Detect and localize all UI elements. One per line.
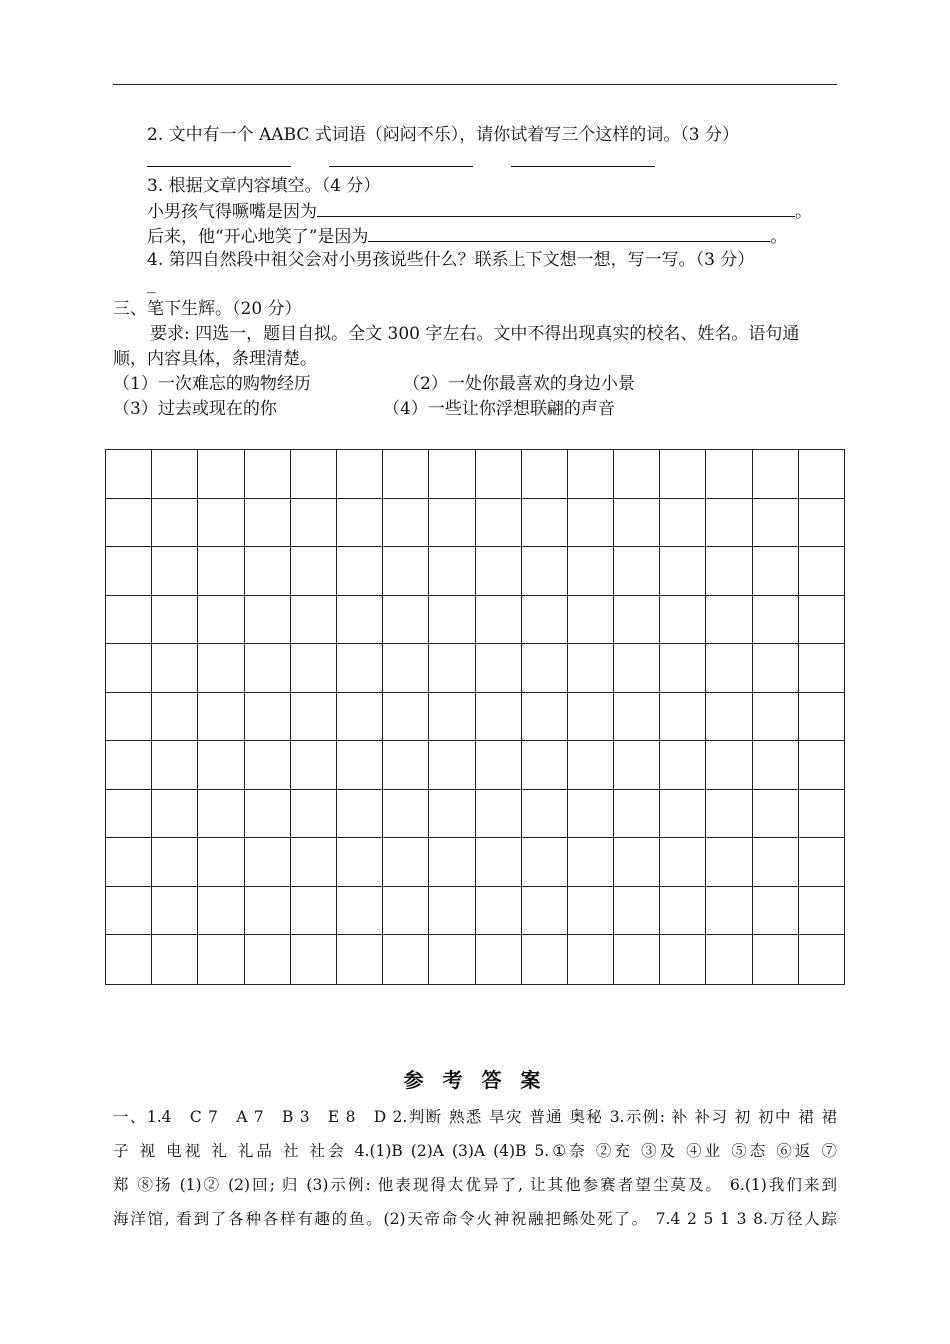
grid-cell[interactable] xyxy=(106,887,152,936)
grid-cell[interactable] xyxy=(799,741,844,790)
grid-cell[interactable] xyxy=(614,547,660,596)
grid-cell[interactable] xyxy=(337,596,383,645)
grid-cell[interactable] xyxy=(337,450,383,499)
question-3-fill-1 xyxy=(147,200,812,223)
option-4: （4）一些让你浮想联翩的声音 xyxy=(383,399,615,419)
grid-cell[interactable] xyxy=(245,935,291,984)
grid-cell[interactable] xyxy=(614,790,660,839)
grid-cell[interactable] xyxy=(383,693,429,742)
grid-cell[interactable] xyxy=(522,838,568,887)
grid-cell[interactable] xyxy=(706,450,752,499)
answers-line-1: 一、1.4 C 7 A 7 B 3 E 8 D 2.判断 熟悉 旱灾 普通 奥秘 3.示例: 补 补习 初 初中 裙 裙 xyxy=(113,1108,837,1126)
grid-cell[interactable] xyxy=(568,547,614,596)
grid-cell[interactable] xyxy=(106,547,152,596)
grid-cell[interactable] xyxy=(476,450,522,499)
grid-cell[interactable] xyxy=(383,644,429,693)
grid-cell[interactable] xyxy=(291,887,337,936)
grid-row xyxy=(106,693,844,742)
question-4: 4. 第四自然段中祖父会对小男孩说些什么？联系上下文想一想，写一写。（3 分） xyxy=(147,250,755,270)
grid-cell[interactable] xyxy=(660,499,706,548)
section-3-heading: 三、笔下生辉。（20 分） xyxy=(113,299,302,319)
grid-cell[interactable] xyxy=(476,741,522,790)
grid-cell[interactable] xyxy=(106,596,152,645)
grid-cell[interactable] xyxy=(291,450,337,499)
grid-cell[interactable] xyxy=(476,596,522,645)
grid-cell[interactable] xyxy=(753,790,799,839)
grid-cell[interactable] xyxy=(106,741,152,790)
requirement-line-1: 要求: 四选一，题目自拟。全文 300 字左右。文中不得出现真实的校名、姓名。语句通 xyxy=(150,324,800,344)
grid-cell[interactable] xyxy=(660,547,706,596)
grid-cell[interactable] xyxy=(152,741,198,790)
grid-cell[interactable] xyxy=(476,644,522,693)
grid-cell[interactable] xyxy=(476,547,522,596)
grid-cell[interactable] xyxy=(198,790,244,839)
answer-blank-1[interactable] xyxy=(147,166,291,167)
grid-row xyxy=(106,499,844,548)
grid-cell[interactable] xyxy=(706,499,752,548)
grid-cell[interactable] xyxy=(522,547,568,596)
grid-cell[interactable] xyxy=(152,499,198,548)
grid-cell[interactable] xyxy=(753,935,799,984)
grid-cell[interactable] xyxy=(245,644,291,693)
grid-cell[interactable] xyxy=(522,935,568,984)
grid-cell[interactable] xyxy=(383,499,429,548)
grid-cell[interactable] xyxy=(753,596,799,645)
grid-cell[interactable] xyxy=(198,935,244,984)
grid-cell[interactable] xyxy=(522,693,568,742)
question-3: 3. 根据文章内容填空。（4 分） xyxy=(147,176,381,196)
grid-cell[interactable] xyxy=(614,838,660,887)
grid-cell[interactable] xyxy=(614,644,660,693)
grid-cell[interactable] xyxy=(245,450,291,499)
grid-cell[interactable] xyxy=(476,790,522,839)
grid-cell[interactable] xyxy=(706,838,752,887)
grid-cell[interactable] xyxy=(660,596,706,645)
grid-cell[interactable] xyxy=(291,790,337,839)
fill-1-prefix: 小男孩气得噘嘴是因为 xyxy=(147,202,317,222)
grid-cell[interactable] xyxy=(522,499,568,548)
grid-cell[interactable] xyxy=(152,887,198,936)
question-2: 2. 文中有一个 AABC 式词语（闷闷不乐），请你试着写三个这样的词。（3 分） xyxy=(147,125,740,145)
grid-cell[interactable] xyxy=(383,547,429,596)
grid-cell[interactable] xyxy=(753,499,799,548)
grid-cell[interactable] xyxy=(660,741,706,790)
grid-cell[interactable] xyxy=(245,838,291,887)
answer-blank-2[interactable] xyxy=(329,166,473,167)
grid-cell[interactable] xyxy=(799,450,844,499)
grid-cell[interactable] xyxy=(429,741,475,790)
question-3-fill-2 xyxy=(147,225,787,248)
grid-cell[interactable] xyxy=(106,644,152,693)
grid-cell[interactable] xyxy=(614,499,660,548)
grid-cell[interactable] xyxy=(383,790,429,839)
grid-cell[interactable] xyxy=(522,741,568,790)
grid-cell[interactable] xyxy=(383,838,429,887)
grid-cell[interactable] xyxy=(198,887,244,936)
grid-cell[interactable] xyxy=(198,644,244,693)
grid-cell[interactable] xyxy=(291,741,337,790)
grid-cell[interactable] xyxy=(706,887,752,936)
grid-cell[interactable] xyxy=(152,790,198,839)
grid-cell[interactable] xyxy=(337,547,383,596)
grid-cell[interactable] xyxy=(568,450,614,499)
grid-cell[interactable] xyxy=(568,499,614,548)
grid-cell[interactable] xyxy=(753,547,799,596)
grid-cell[interactable] xyxy=(383,741,429,790)
grid-cell[interactable] xyxy=(245,790,291,839)
question-4-answer-mark: _ xyxy=(147,274,156,294)
fill-1-blank[interactable] xyxy=(317,200,795,217)
grid-cell[interactable] xyxy=(614,450,660,499)
grid-cell[interactable] xyxy=(522,887,568,936)
grid-cell[interactable] xyxy=(429,547,475,596)
grid-cell[interactable] xyxy=(799,935,844,984)
grid-cell[interactable] xyxy=(799,596,844,645)
grid-cell[interactable] xyxy=(152,838,198,887)
grid-cell[interactable] xyxy=(152,693,198,742)
grid-cell[interactable] xyxy=(753,887,799,936)
grid-cell[interactable] xyxy=(152,644,198,693)
grid-cell[interactable] xyxy=(337,790,383,839)
grid-cell[interactable] xyxy=(291,596,337,645)
grid-cell[interactable] xyxy=(337,693,383,742)
grid-cell[interactable] xyxy=(568,838,614,887)
grid-cell[interactable] xyxy=(522,596,568,645)
grid-cell[interactable] xyxy=(706,547,752,596)
grid-cell[interactable] xyxy=(245,693,291,742)
grid-cell[interactable] xyxy=(198,838,244,887)
grid-cell[interactable] xyxy=(152,450,198,499)
grid-cell[interactable] xyxy=(291,693,337,742)
grid-cell[interactable] xyxy=(429,935,475,984)
grid-cell[interactable] xyxy=(476,935,522,984)
answer-blank-3[interactable] xyxy=(511,166,655,167)
grid-cell[interactable] xyxy=(106,935,152,984)
grid-cell[interactable] xyxy=(383,935,429,984)
grid-cell[interactable] xyxy=(198,741,244,790)
grid-cell[interactable] xyxy=(106,693,152,742)
answers-line-4: 海洋馆, 看到了各种各样有趣的鱼。(2)天帝命令火神祝融把鲧处死了。 7.4 2 5 1 3 8.万径人踪 xyxy=(113,1210,837,1228)
grid-cell[interactable] xyxy=(660,450,706,499)
grid-cell[interactable] xyxy=(706,935,752,984)
grid-cell[interactable] xyxy=(429,693,475,742)
grid-cell[interactable] xyxy=(753,644,799,693)
grid-cell[interactable] xyxy=(660,790,706,839)
grid-cell[interactable] xyxy=(383,450,429,499)
grid-cell[interactable] xyxy=(568,644,614,693)
header-rule xyxy=(113,84,837,85)
grid-cell[interactable] xyxy=(383,596,429,645)
grid-cell[interactable] xyxy=(568,741,614,790)
grid-cell[interactable] xyxy=(660,887,706,936)
fill-1-suffix: 。 xyxy=(795,202,812,222)
grid-cell[interactable] xyxy=(152,547,198,596)
grid-cell[interactable] xyxy=(568,935,614,984)
fill-2-prefix: 后来，他“开心地笑了”是因为 xyxy=(147,227,369,247)
grid-cell[interactable] xyxy=(106,838,152,887)
grid-cell[interactable] xyxy=(198,693,244,742)
grid-cell[interactable] xyxy=(706,596,752,645)
grid-row xyxy=(106,838,844,887)
answers-line-3: 郑 ⑧扬 (1)② (2)回; 归 (3)示例: 他表现得太优异了, 让其他参赛者望尘莫及。 6.(1)我们来到 xyxy=(113,1176,837,1194)
grid-row xyxy=(106,935,844,984)
grid-cell[interactable] xyxy=(614,596,660,645)
grid-cell[interactable] xyxy=(614,935,660,984)
grid-cell[interactable] xyxy=(660,693,706,742)
grid-cell[interactable] xyxy=(291,547,337,596)
grid-cell[interactable] xyxy=(522,644,568,693)
grid-cell[interactable] xyxy=(476,838,522,887)
answers-body xyxy=(113,1100,837,1236)
grid-cell[interactable] xyxy=(198,499,244,548)
grid-row xyxy=(106,887,844,936)
grid-row xyxy=(106,790,844,839)
grid-cell[interactable] xyxy=(429,790,475,839)
grid-cell[interactable] xyxy=(245,741,291,790)
grid-cell[interactable] xyxy=(706,693,752,742)
grid-cell[interactable] xyxy=(429,450,475,499)
grid-cell[interactable] xyxy=(799,547,844,596)
grid-cell[interactable] xyxy=(522,790,568,839)
grid-cell[interactable] xyxy=(383,887,429,936)
grid-cell[interactable] xyxy=(799,790,844,839)
grid-cell[interactable] xyxy=(614,887,660,936)
grid-cell[interactable] xyxy=(706,741,752,790)
grid-cell[interactable] xyxy=(429,596,475,645)
requirement-line-2: 顺，内容具体，条理清楚。 xyxy=(113,349,317,369)
grid-cell[interactable] xyxy=(660,935,706,984)
grid-cell[interactable] xyxy=(568,693,614,742)
grid-cell[interactable] xyxy=(337,499,383,548)
grid-cell[interactable] xyxy=(337,644,383,693)
grid-cell[interactable] xyxy=(799,838,844,887)
grid-cell[interactable] xyxy=(522,450,568,499)
fill-2-blank[interactable] xyxy=(368,225,770,242)
answers-line-2: 子 视 电视 礼 礼品 社 社会 4.(1)B (2)A (3)A (4)B 5.①奈 ②充 ③及 ④业 ⑤态 ⑥返 ⑦ xyxy=(113,1142,837,1160)
grid-cell[interactable] xyxy=(476,499,522,548)
grid-row xyxy=(106,450,844,499)
grid-cell[interactable] xyxy=(291,838,337,887)
grid-cell[interactable] xyxy=(568,790,614,839)
fill-2-suffix: 。 xyxy=(770,227,788,247)
grid-cell[interactable] xyxy=(337,838,383,887)
grid-cell[interactable] xyxy=(337,935,383,984)
grid-cell[interactable] xyxy=(291,935,337,984)
grid-cell[interactable] xyxy=(429,644,475,693)
grid-cell[interactable] xyxy=(245,547,291,596)
grid-cell[interactable] xyxy=(799,693,844,742)
grid-cell[interactable] xyxy=(753,838,799,887)
grid-cell[interactable] xyxy=(198,596,244,645)
grid-cell[interactable] xyxy=(614,741,660,790)
grid-row xyxy=(106,547,844,596)
grid-cell[interactable] xyxy=(799,887,844,936)
grid-cell[interactable] xyxy=(660,644,706,693)
grid-cell[interactable] xyxy=(152,935,198,984)
grid-cell[interactable] xyxy=(106,790,152,839)
grid-row xyxy=(106,741,844,790)
grid-cell[interactable] xyxy=(799,644,844,693)
grid-cell[interactable] xyxy=(106,450,152,499)
grid-cell[interactable] xyxy=(706,644,752,693)
composition-grid[interactable] xyxy=(105,449,845,985)
grid-cell[interactable] xyxy=(106,499,152,548)
grid-cell[interactable] xyxy=(614,693,660,742)
grid-cell[interactable] xyxy=(476,887,522,936)
grid-row xyxy=(106,644,844,693)
grid-cell[interactable] xyxy=(337,741,383,790)
grid-cell[interactable] xyxy=(568,887,614,936)
grid-cell[interactable] xyxy=(245,887,291,936)
grid-cell[interactable] xyxy=(799,499,844,548)
option-1: （1）一次难忘的购物经历 xyxy=(113,374,311,394)
option-3: （3）过去或现在的你 xyxy=(113,399,277,419)
grid-cell[interactable] xyxy=(429,887,475,936)
grid-cell[interactable] xyxy=(429,838,475,887)
grid-row xyxy=(106,596,844,645)
option-2: （2）一处你最喜欢的身边小景 xyxy=(403,374,635,394)
grid-cell[interactable] xyxy=(753,450,799,499)
grid-cell[interactable] xyxy=(429,499,475,548)
grid-cell[interactable] xyxy=(245,596,291,645)
grid-cell[interactable] xyxy=(568,596,614,645)
grid-cell[interactable] xyxy=(291,499,337,548)
grid-cell[interactable] xyxy=(198,547,244,596)
grid-cell[interactable] xyxy=(198,450,244,499)
grid-cell[interactable] xyxy=(152,596,198,645)
grid-cell[interactable] xyxy=(476,693,522,742)
grid-cell[interactable] xyxy=(753,741,799,790)
grid-cell[interactable] xyxy=(337,887,383,936)
answers-title: 参 考 答 案 xyxy=(403,1068,547,1092)
grid-cell[interactable] xyxy=(753,693,799,742)
grid-cell[interactable] xyxy=(660,838,706,887)
grid-cell[interactable] xyxy=(706,790,752,839)
grid-cell[interactable] xyxy=(245,499,291,548)
grid-cell[interactable] xyxy=(291,644,337,693)
